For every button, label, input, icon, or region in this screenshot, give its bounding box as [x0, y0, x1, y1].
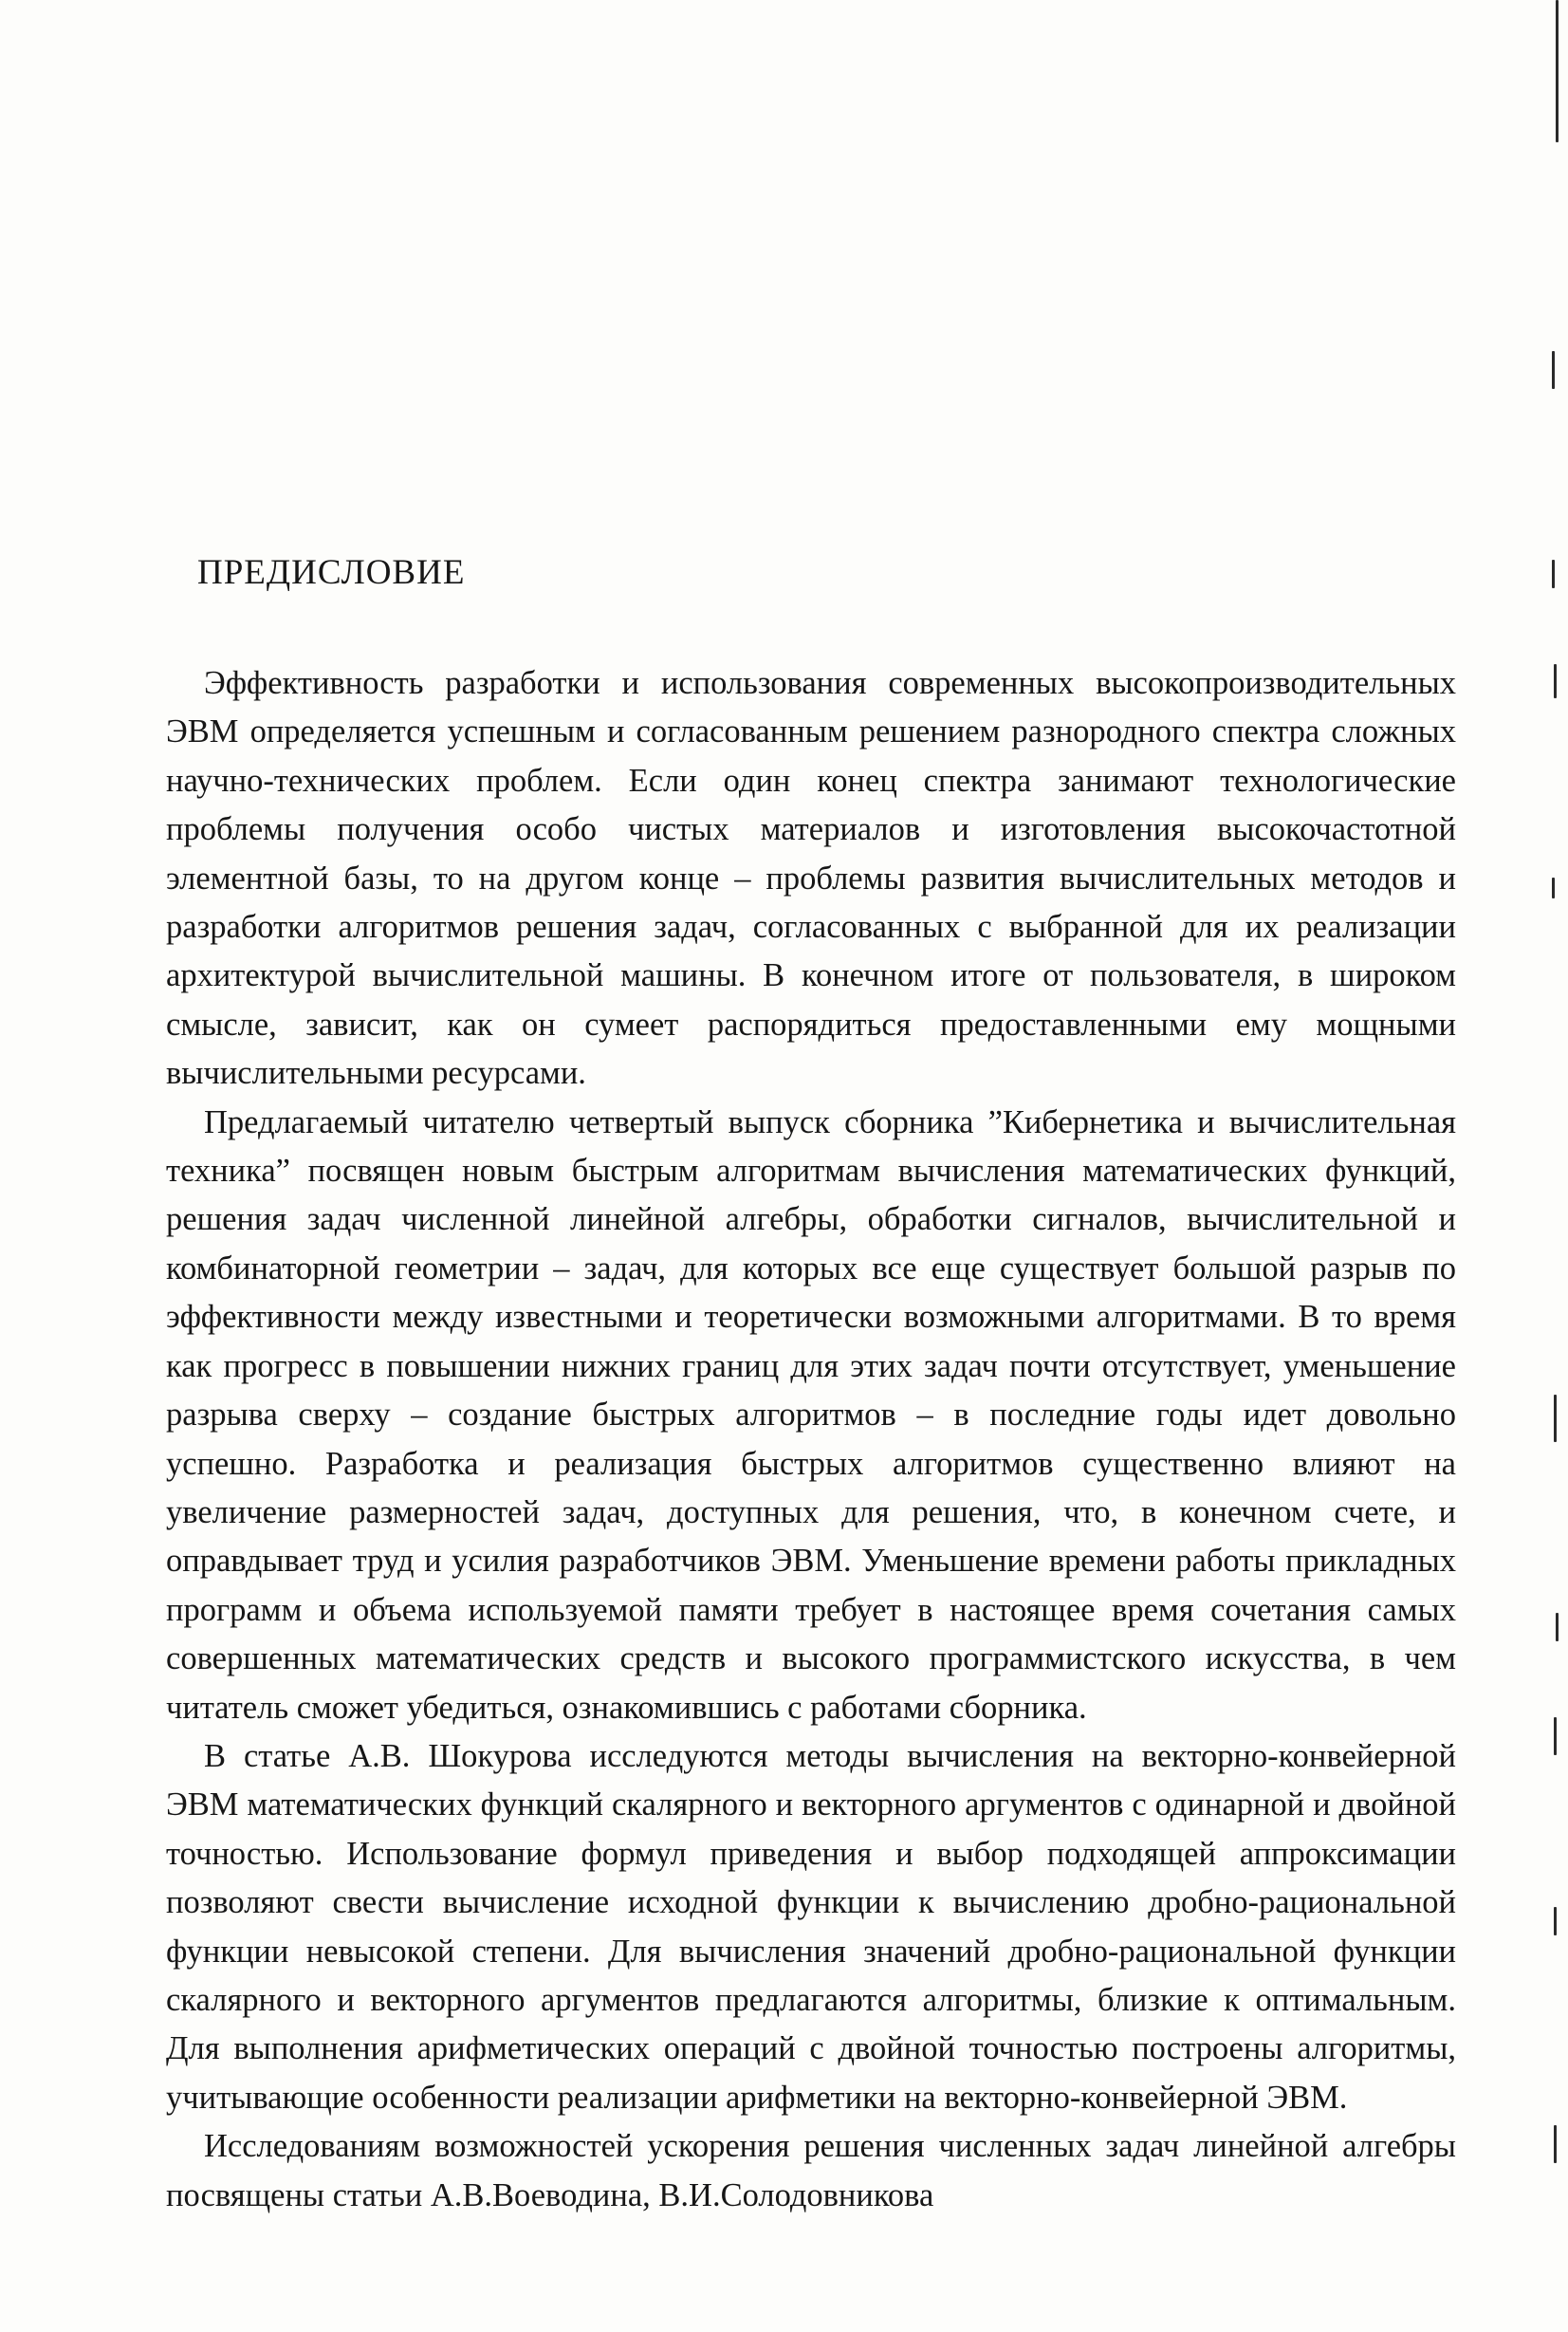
paragraph: Предлагаемый читателю четвертый выпуск сборника ”Кибернетика и вычислительная техника” посвящен новым быстрым алгоритмам вычисления математических функций, решения задач численной линейной алгебры, обработки сигналов, вычислительной и комбинаторной геометрии – задач, для которых все еще существует большой разрыв по эффективности между известными и теоретически возможными алгоритмами. В то время как прогресс в повышении нижних границ для этих задач почти отсутствует, уменьшение разрыва сверху – создание быстрых алгоритмов – в последние годы идет довольно успешно. Разработка и реализация быстрых алгоритмов существенно влияют на увеличение размерностей задач, доступных для решения, что, в конечном счете, и оправдывает труд и усилия разработчиков ЭВМ. Уменьшение времени работы прикладных программ и объема используемой памяти требует в настоящее время сочетания самых совершенных математических средств и высокого программистского искусства, в чем читатель сможет убедиться, ознакомившись с работами сборника.	[166, 1103, 1456, 1726]
paragraph: В статье А.В. Шокурова исследуются методы вычисления на векторно-конвейерной ЭВМ математических функций скалярного и векторного аргументов с одинарной и двойной точностью. Использование формул приведения и выбор подходящей аппроксимации позволяют свести вычисление исходной функции к вычислению дробно-рациональной функции невысокой степени. Для вычисления значений дробно-рациональной функции скалярного и векторного аргументов предлагаются алгоритмы, близкие к оптимальным. Для выполнения арифметических операций с двойной точностью построены алгоритмы, учитывающие особенности реализации арифметики на векторно-конвейерной ЭВМ.	[166, 1737, 1456, 2116]
paragraph: Эффективность разработки и использования современных высокопроизводительных ЭВМ определяется успешным и согласованным решением разнородного спектра сложных научно-технических проблем. Если один конец спектра занимают технологические проблемы получения особо чистых материалов и изготовления высокочастотной элементной базы, то на другом конце – проблемы развития вычислительных методов и разработки алгоритмов решения задач, согласованных с выбранной для их реализации архитектурой вычислительной машины. В конечном итоге от пользователя, в широком смысле, зависит, как он сумеет распорядиться предоставленными ему мощными вычислительными ресурсами.	[166, 665, 1456, 1092]
scan-edge-marks	[1540, 0, 1568, 2332]
section-title: ПРЕДИСЛОВИЕ	[197, 553, 466, 592]
body-text	[166, 659, 1456, 2220]
paragraph: Исследованиям возможностей ускорения решения численных задач линейной алгебры посвящены статьи А.В.Воеводина, В.И.Солодовникова	[166, 2128, 1456, 2213]
